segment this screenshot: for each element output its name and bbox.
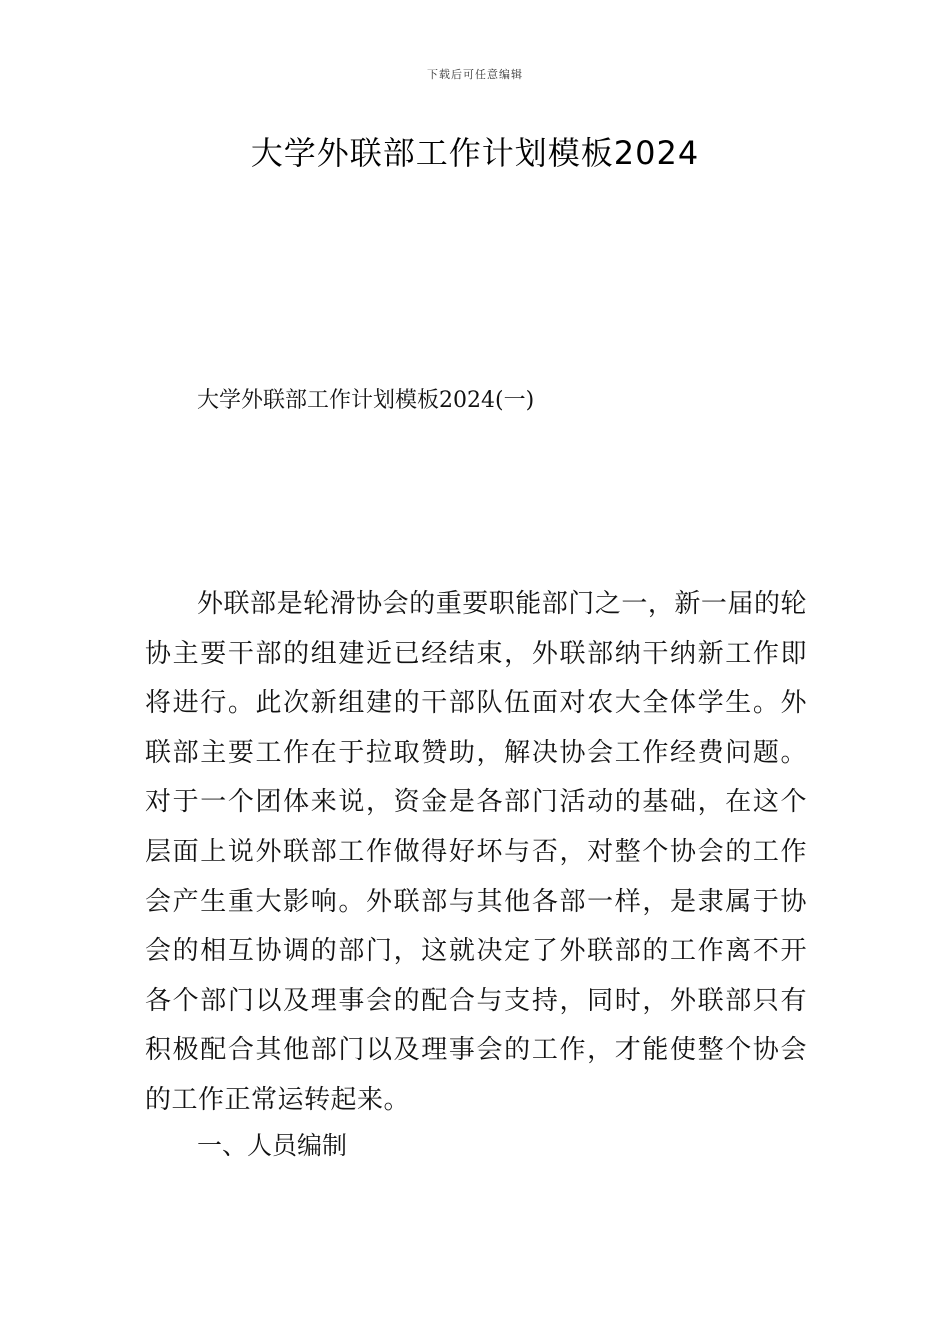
section-heading: 一、人员编制 [197,1131,348,1160]
page-title: 大学外联部工作计划模板2024 [250,134,700,172]
document-subtitle: 大学外联部工作计划模板2024(一) [197,388,535,413]
body-paragraph: 外联部是轮滑协会的重要职能部门之一，新一届的轮协主要干部的组建近已经结束，外联部纳干纳新工作即将进行。此次新组建的干部队伍面对农大全体学生。外联部主要工作在于拉取赞助，解决协会工作经费问题。对于一个团体来说，资金是各部门活动的基础，在这个层面上说外联部工作做得好坏与否，对整个协会的工作会产生重大影响。外联部与其他各部一样，是隶属于协会的相互协调的部门，这就决定了外联部的工作离不开各个部门以及理事会的配合与支持，同时，外联部只有积极配合其他部门以及理事会的工作，才能使整个协会的工作正常运转起来。 [145,589,807,1115]
header-note: 下载后可任意编辑 [427,68,523,81]
